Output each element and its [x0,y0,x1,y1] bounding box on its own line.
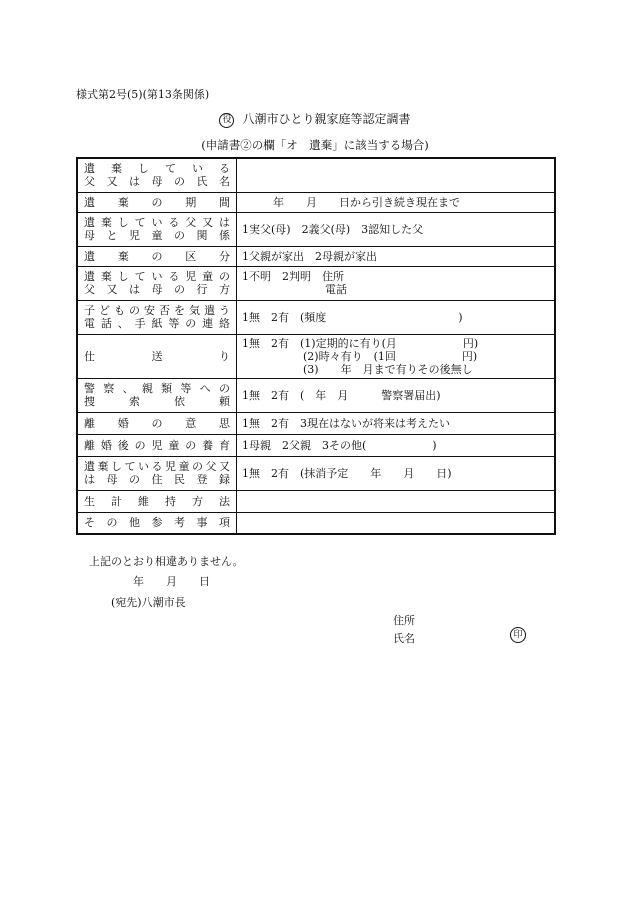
resident-registration-field[interactable]: 1無 2有 (抹消予定 年 月 日) [237,456,556,490]
row-label: 警察、親類等への 捜 索 依 頼 [77,378,237,412]
row-label: 離婚後の児童の養育 [77,434,237,456]
seal-stamp-icon: 印 [510,627,526,643]
row-label: 子どもの安否を気遣う 電話、手紙等の連絡 [77,300,237,334]
table-row [77,490,555,512]
row-label: 遺棄している児童の 父 又 は 母 の 行 方 [77,266,237,300]
row-label: 遺 棄 の 期 間 [77,192,237,212]
table-row [77,434,555,456]
row-label: 離 婚 の 意 思 [77,412,237,434]
table-row [77,334,555,378]
title-text: 八潮市ひとり親家庭等認定調書 [242,112,411,126]
row-label: 遺 棄 の 区 分 [77,246,237,266]
divorce-intent-field[interactable]: 1無 2有 3現在はないが将来は考えたい [237,412,556,434]
row-label: 仕 送 り [77,334,237,378]
relationship-field[interactable]: 1実父(母) 2義父(母) 3認知した父 [237,212,556,246]
custody-field[interactable]: 1母親 2父親 3その他( ) [237,434,556,456]
table-row [77,246,555,266]
row-label: そ の 他 参 考 事 項 [77,512,237,534]
form-number: 様式第2号(5)(第13条関係) [76,88,210,101]
table-row [77,212,555,246]
seal-mark-icon: 役 [219,113,234,128]
remittance-field[interactable]: 1無 2有 (1)定期的に有り(月 円) (2)時々有り (1回 円) (3) 年 月まで有りその後無し [237,334,556,378]
livelihood-field[interactable] [237,490,556,512]
declaration-statement: 上記のとおり相違ありません。 [89,555,244,568]
row-label: 生 計 維 持 方 法 [77,490,237,512]
name-label: 氏名 [393,632,415,645]
document-title [0,110,630,128]
table-row [77,456,555,490]
row-label: 遺 棄 し て い る 父 又 は 母 の 氏 名 [77,158,237,192]
whereabouts-field[interactable]: 1不明 2判明 住所 電話 [237,266,556,300]
abandonment-type-field[interactable]: 1父親が家出 2母親が家出 [237,246,556,266]
assessment-table [76,157,556,535]
other-notes-field[interactable] [237,512,556,534]
document-subtitle: (申請書②の欄「オ 遺棄」に該当する場合) [201,138,429,152]
table-row [77,512,555,534]
abandonment-period-field[interactable]: 年 月 日から引き続き現在まで [237,192,556,212]
date-line: 年 月 日 [133,575,210,588]
addressee: (宛先)八潮市長 [111,596,186,609]
row-label: 遺棄している児童の父又 は 母 の 住 民 登 録 [77,456,237,490]
table-row [77,266,555,300]
table-row [77,192,555,212]
contact-field[interactable]: 1無 2有 (頻度 ) [237,300,556,334]
table-row [77,300,555,334]
address-label: 住所 [393,614,415,627]
table-row [77,412,555,434]
table-row [77,378,555,412]
row-label: 遺棄している父又は 母 と 児 童 の 関 係 [77,212,237,246]
abandoner-name-field[interactable] [237,158,556,192]
table-row [77,158,555,192]
search-request-field[interactable]: 1無 2有 ( 年 月 警察署届出) [237,378,556,412]
